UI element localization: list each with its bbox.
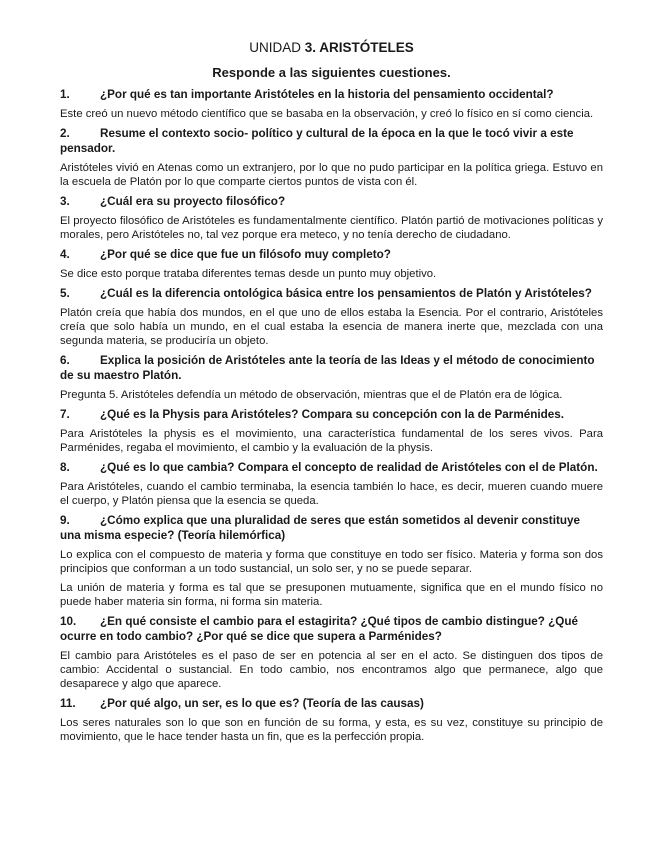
answer-text: Este creó un nuevo método científico que se basaba en la observación, y creó lo físico en sí como ciencia. [60, 108, 594, 120]
question-text: Explica la posición de Aristóteles ante la teoría de las Ideas y el método de conocimiento de su maestro Platón. [60, 354, 595, 382]
question-number: 4. [60, 248, 70, 261]
question-heading [60, 460, 603, 475]
question-item [60, 460, 603, 508]
question-text: ¿Por qué algo, un ser, es lo que es? (Teoría de las causas) [100, 697, 424, 710]
question-text: ¿En qué consiste el cambio para el estagirita? ¿Qué tipos de cambio distingue? ¿Qué ocurre en todo cambio? ¿Por qué se dice que supera a Parménides? [60, 615, 578, 643]
answer-text: Pregunta 5. Aristóteles defendía un método de observación, mientras que el de Platón era de lógica. [60, 389, 563, 401]
question-number: 1. [60, 88, 70, 101]
question-item [60, 353, 603, 402]
question-heading [60, 696, 603, 711]
question-text: ¿Cuál era su proyecto filosófico? [100, 195, 286, 208]
answer-text: El proyecto filosófico de Aristóteles es fundamentalmente científico. Platón partió de motivaciones políticas y morales, pero Aristóteles no, tal vez porque era meteco, y no tenía derecho de ciudadano. [60, 215, 603, 241]
page-subtitle: Responde a las siguientes cuestiones. [212, 65, 451, 80]
question-heading [60, 126, 603, 156]
question-heading [60, 194, 603, 209]
question-heading [60, 247, 603, 262]
question-item [60, 407, 603, 455]
unit-label: UNIDAD [249, 40, 301, 55]
question-heading [60, 407, 603, 422]
question-text: ¿Por qué es tan importante Aristóteles en la historia del pensamiento occidental? [100, 88, 554, 101]
question-item [60, 87, 603, 121]
unit-title: 3. ARISTÓTELES [304, 40, 414, 55]
question-text: ¿Por qué se dice que fue un filósofo muy completo? [100, 248, 391, 261]
question-item [60, 513, 603, 609]
question-number: 3. [60, 195, 70, 208]
answer-text: Los seres naturales son lo que son en función de su forma, y esta, es su vez, constituye su principio de movimiento, que le hace tender hasta un fin, que es la perfección propia. [60, 717, 603, 743]
answer-text: Platón creía que había dos mundos, en el que uno de ellos estaba la Esencia. Por el contrario, Aristóteles creía que solo había un mundo, en el cual estaba la esencia de manera inerte que, mezclada con una segunda materia, se produciría un objeto. [60, 307, 603, 347]
question-heading [60, 286, 603, 301]
question-text: ¿Cómo explica que una pluralidad de seres que están sometidos al devenir constituye una misma especie? (Teoría hilemórfica) [60, 514, 580, 542]
question-number: 11. [60, 697, 76, 710]
question-number: 8. [60, 461, 70, 474]
question-item [60, 126, 603, 189]
question-number: 5. [60, 287, 70, 300]
question-number: 10. [60, 615, 77, 628]
question-item [60, 614, 603, 691]
answer-text: Lo explica con el compuesto de materia y forma que constituye en todo ser físico. Materia y forma son dos principios que conforman a un todo sustancial, un solo ser, y no se puede separar. [60, 549, 603, 575]
answer-text: La unión de materia y forma es tal que se presuponen mutuamente, significa que en el mundo físico no puede haber materia sin forma, ni forma sin materia. [60, 582, 603, 608]
question-heading [60, 614, 603, 644]
question-list [60, 87, 603, 744]
question-item [60, 286, 603, 348]
question-item [60, 696, 603, 744]
answer-text: Para Aristóteles, cuando el cambio terminaba, la esencia también lo hace, es decir, mueren cuando muere el cuerpo, y Platón piensa que la esencia se queda. [60, 481, 603, 507]
question-heading [60, 513, 603, 543]
answer-text: El cambio para Aristóteles es el paso de ser en potencia al ser en el acto. Se distinguen dos tipos de cambio: Accidental o sustancial. En todo cambio, nos encontramos algo que permanece, algo que desaparece y algo que aparece. [60, 650, 603, 690]
question-number: 2. [60, 127, 70, 140]
question-item [60, 194, 603, 242]
answer-text: Aristóteles vivió en Atenas como un extranjero, por lo que no pudo participar en la política griega. Estuvo en la escuela de Platón por lo que comparte ciertos puntos de vista con él. [60, 162, 603, 188]
answer-text: Para Aristóteles la physis es el movimiento, una característica fundamental de los seres vivos. Para Parménides, regaba el movimiento, el cambio y la evaluación de la physis. [60, 428, 603, 454]
page-title [60, 40, 603, 56]
question-number: 6. [60, 354, 70, 367]
question-number: 7. [60, 408, 70, 421]
question-text: Resume el contexto socio- político y cultural de la época en la que le tocó vivir a este pensador. [60, 127, 574, 155]
question-heading [60, 353, 603, 383]
question-text: ¿Qué es la Physis para Aristóteles? Compara su concepción con la de Parménides. [100, 408, 564, 421]
question-number: 9. [60, 514, 70, 527]
question-heading [60, 87, 603, 102]
question-text: ¿Cuál es la diferencia ontológica básica entre los pensamientos de Platón y Aristóteles? [100, 287, 592, 300]
answer-text: Se dice esto porque trataba diferentes temas desde un punto muy objetivo. [60, 268, 437, 280]
question-text: ¿Qué es lo que cambia? Compara el concepto de realidad de Aristóteles con el de Platón. [100, 461, 598, 474]
question-item [60, 247, 603, 281]
